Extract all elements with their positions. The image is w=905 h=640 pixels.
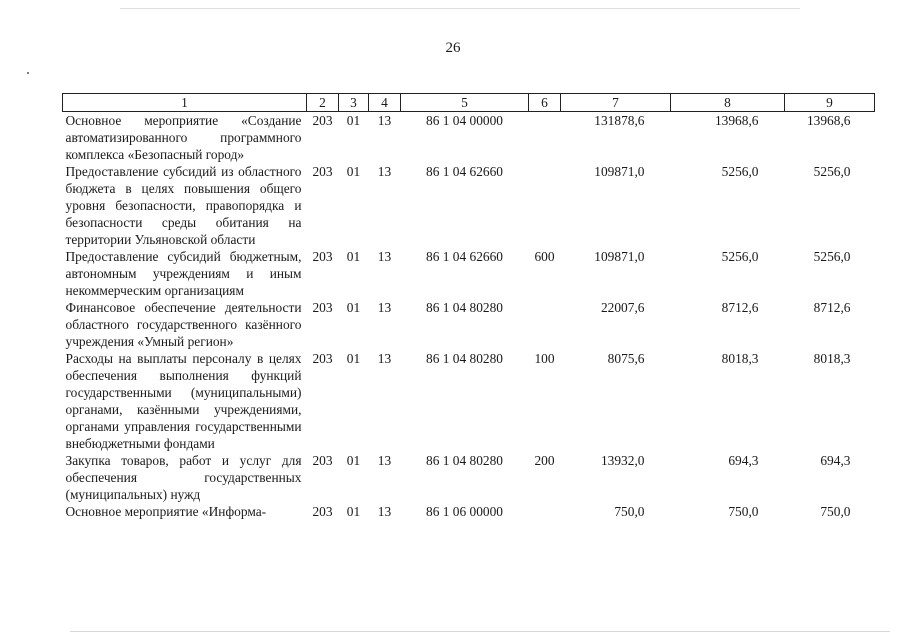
amount-col8: 8712,6 xyxy=(721,300,759,315)
expense-name: Основное мероприятие «Информа- xyxy=(65,504,267,519)
ministry-code: 203 xyxy=(312,300,333,315)
expense-name: Закупка товаров, работ и услуг для обеспечения государственных (муниципальных) нужд xyxy=(65,453,302,502)
amount-col9: 5256,0 xyxy=(813,164,851,179)
page-number: 26 xyxy=(445,40,461,56)
table-row xyxy=(63,299,875,350)
amount-col7: 109871,0 xyxy=(594,249,645,264)
subsection-code: 13 xyxy=(377,249,392,264)
header-row xyxy=(63,94,875,112)
header-cell: 7 xyxy=(561,94,671,112)
expense-type-code xyxy=(529,112,561,164)
table-row xyxy=(63,503,875,520)
header-cell: 8 xyxy=(671,94,785,112)
target-article-code: 86 1 04 62660 xyxy=(426,164,503,179)
subsection-code: 13 xyxy=(377,113,392,128)
amount-col9: 5256,0 xyxy=(813,249,851,264)
amount-col9: 8018,3 xyxy=(813,351,851,366)
section-code: 01 xyxy=(346,351,361,366)
amount-col8: 5256,0 xyxy=(721,249,759,264)
section-code: 01 xyxy=(346,113,361,128)
target-article-code: 86 1 04 80280 xyxy=(426,351,503,366)
section-code: 01 xyxy=(346,249,361,264)
target-article-code: 86 1 04 62660 xyxy=(426,249,503,264)
subsection-code: 13 xyxy=(377,300,392,315)
target-article-code: 86 1 04 80280 xyxy=(426,453,503,468)
amount-col7: 22007,6 xyxy=(600,300,645,315)
target-article-code: 86 1 04 00000 xyxy=(426,113,503,128)
expense-name: Предоставление субсидий бюджетным, автономным учреждениям и иным некоммерческим организациям xyxy=(65,249,302,298)
table-row xyxy=(63,452,875,503)
target-article-code: 86 1 04 80280 xyxy=(426,300,503,315)
ministry-code: 203 xyxy=(312,351,333,366)
budget-table xyxy=(62,93,875,520)
ministry-code: 203 xyxy=(312,164,333,179)
table-row xyxy=(63,248,875,299)
ministry-code: 203 xyxy=(312,453,333,468)
header-cell: 1 xyxy=(63,94,307,112)
amount-col7: 8075,6 xyxy=(607,351,645,366)
amount-col7: 131878,6 xyxy=(594,113,645,128)
section-code: 01 xyxy=(346,453,361,468)
amount-col9: 13968,6 xyxy=(806,113,851,128)
amount-col7: 750,0 xyxy=(614,504,645,519)
expense-name: Основное мероприятие «Создание автоматизированного программного комплекса «Безопасный город» xyxy=(65,113,302,162)
expense-name: Финансовое обеспечение деятельности областного государственного казённого учреждения «Умный регион» xyxy=(65,300,302,349)
target-article-code: 86 1 06 00000 xyxy=(426,504,503,519)
scan-edge-line xyxy=(120,8,800,9)
subsection-code: 13 xyxy=(377,504,392,519)
ministry-code: 203 xyxy=(312,249,333,264)
section-code: 01 xyxy=(346,504,361,519)
table-row xyxy=(63,112,875,164)
scan-speck xyxy=(27,72,29,74)
section-code: 01 xyxy=(346,300,361,315)
expense-type-code: 100 xyxy=(534,351,555,366)
section-code: 01 xyxy=(346,164,361,179)
subsection-code: 13 xyxy=(377,164,392,179)
amount-col9: 750,0 xyxy=(820,504,851,519)
table-header xyxy=(63,94,875,112)
amount-col8: 8018,3 xyxy=(721,351,759,366)
amount-col7: 109871,0 xyxy=(594,164,645,179)
header-cell: 9 xyxy=(785,94,875,112)
expense-type-code: 600 xyxy=(534,249,555,264)
scan-edge-line xyxy=(70,631,890,632)
expense-type-code xyxy=(529,503,561,520)
expense-name: Предоставление субсидий из областного бюджета в целях повышения общего уровня безопасности, правопорядка и безопасности среды обитания на территории Ульяновской области xyxy=(65,164,302,247)
header-cell: 3 xyxy=(339,94,369,112)
amount-col8: 13968,6 xyxy=(714,113,759,128)
subsection-code: 13 xyxy=(377,453,392,468)
subsection-code: 13 xyxy=(377,351,392,366)
ministry-code: 203 xyxy=(312,113,333,128)
amount-col9: 694,3 xyxy=(820,453,851,468)
header-cell: 4 xyxy=(369,94,401,112)
expense-name: Расходы на выплаты персоналу в целях обеспечения выполнения функций государственными (муниципальными) органами, казёнными учреждениями, органами управления государственными внебюджетными фондами xyxy=(65,351,302,451)
expense-type-code xyxy=(529,163,561,248)
expense-type-code: 200 xyxy=(534,453,555,468)
table-row xyxy=(63,350,875,452)
amount-col8: 694,3 xyxy=(728,453,759,468)
ministry-code: 203 xyxy=(312,504,333,519)
amount-col7: 13932,0 xyxy=(600,453,645,468)
amount-col9: 8712,6 xyxy=(813,300,851,315)
expense-type-code xyxy=(529,299,561,350)
header-cell: 5 xyxy=(401,94,529,112)
header-cell: 2 xyxy=(307,94,339,112)
amount-col8: 5256,0 xyxy=(721,164,759,179)
table-body xyxy=(63,112,875,521)
table-row xyxy=(63,163,875,248)
amount-col8: 750,0 xyxy=(728,504,759,519)
header-cell: 6 xyxy=(529,94,561,112)
